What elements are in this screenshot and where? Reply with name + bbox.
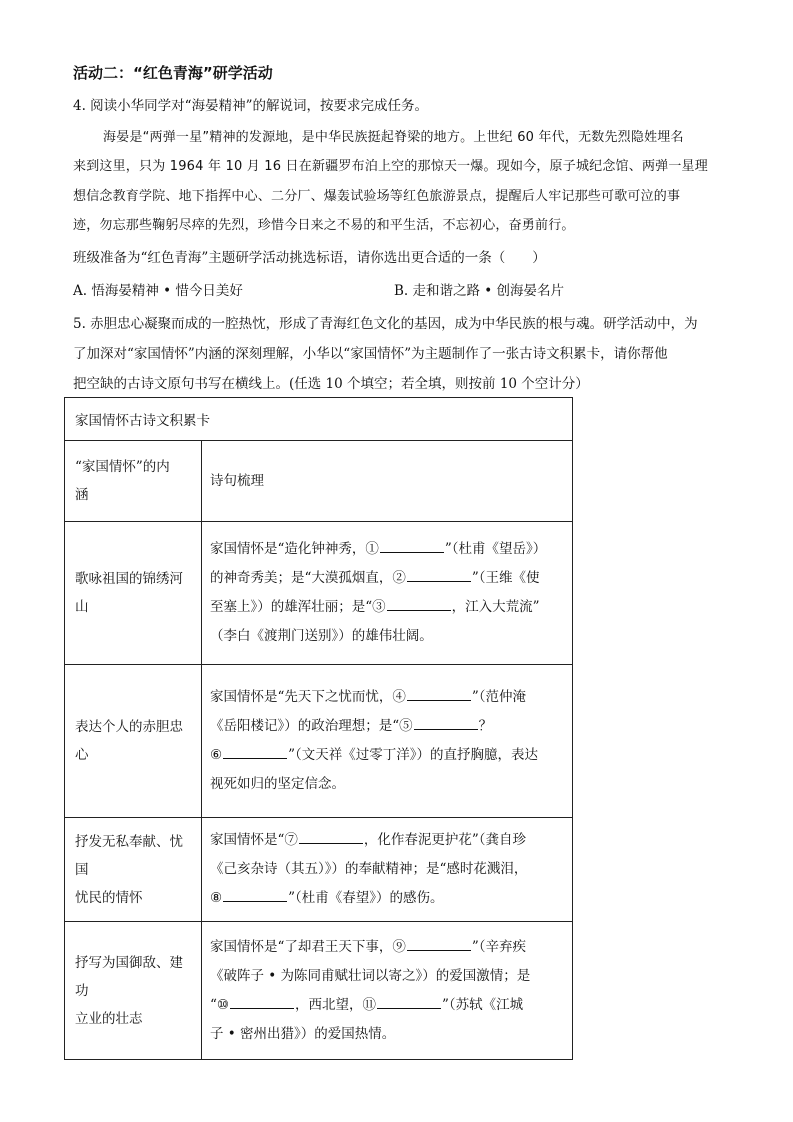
row-category [65, 818, 202, 922]
card-title: 家国情怀古诗文积累卡 [65, 398, 573, 441]
verse-text: 《己亥杂诗（其五）》）的奉献精神；是“感时花溅泪， [210, 861, 528, 877]
verse-text: ⑧ [210, 890, 223, 906]
table-row [65, 522, 573, 665]
verse-text: ”（苏轼《江城 [442, 996, 524, 1013]
verse-text: 子 • 密州出猎》）的爱国热情。 [210, 1025, 396, 1042]
table-row [65, 818, 573, 922]
fill-blank-7[interactable] [299, 829, 363, 844]
fill-blank-2[interactable] [407, 567, 471, 582]
verse-text: ，江入大荒流” [451, 599, 540, 615]
row-category-line: 山 [75, 599, 89, 615]
verse-text: 《破阵子 • 为陈同甫赋壮词以寄之》）的爱国激情；是 [210, 967, 531, 984]
q4-passage-line: 迹，勿忘那些鞠躬尽瘁的先烈，珍惜今日来之不易的和平生活，不忘初心，奋勇前行。 [73, 218, 575, 233]
row-verses [202, 522, 573, 665]
fill-blank-9[interactable] [407, 936, 471, 951]
verse-text: ”（范仲淹 [471, 689, 527, 705]
row-category-line: 立业的壮志 [75, 1010, 143, 1027]
verse-text: ”（杜甫《春望》）的感伤。 [288, 890, 444, 906]
q4-option-a[interactable]: A. 悟海晏精神 • 惜今日美好 [73, 283, 243, 299]
q5-stem-line: 了加深对“家国情怀”内涵的深刻理解，小华以“家国情怀”为主题制作了一张古诗文积累卡，请你帮他 [73, 346, 668, 362]
row-category [65, 665, 202, 818]
verse-text: ，西北望，⑪ [295, 996, 377, 1013]
fill-blank-10[interactable] [230, 994, 294, 1009]
fill-blank-8[interactable] [223, 887, 287, 902]
verse-text: ”（文天祥《过零丁洋》）的直抒胸臆，表达 [288, 747, 539, 763]
col-header-connotation [65, 441, 202, 522]
verse-text: ⑥ [210, 747, 223, 763]
col-header-line: “家国情怀”的内 [75, 459, 170, 475]
q4-option-b[interactable]: B. 走和谐之路 • 创海晏名片 [394, 283, 565, 299]
verse-text: 家国情怀是“了却君王天下事，⑨ [210, 938, 406, 955]
q4-passage-line: 想信念教育学院、地下指挥中心、二分厂、爆轰试验场等红色旅游景点，提醒后人牢记那些可歌可泣的事 [73, 189, 681, 204]
q4-passage-line: 海晏是“两弹一星”精神的发源地，是中华民族挺起脊梁的地方。上世纪 60 年代，无数先烈隐姓埋名 [103, 130, 684, 145]
q4-stem: 4. 阅读小华同学对“海晏精神”的解说词，按要求完成任务。 [73, 98, 428, 114]
row-category-line: 歌咏祖国的锦绣河 [75, 571, 183, 587]
verse-text: 《岳阳楼记》）的政治理想；是“⑤ [210, 718, 413, 734]
verse-text: 至塞上》）的雄浑壮丽；是“③ [210, 599, 386, 615]
row-category-line: 表达个人的赤胆忠 [75, 719, 183, 735]
verse-text: 视死如归的坚定信念。 [210, 776, 345, 792]
col-header-verses: 诗句梳理 [202, 441, 573, 522]
table-row [65, 922, 573, 1060]
verse-text: 家国情怀是“先天下之忧而忧，④ [210, 689, 406, 705]
verse-text: ”（杜甫《望岳》） [444, 541, 547, 557]
fill-blank-6[interactable] [223, 744, 287, 759]
verse-text: ，化作春泥更护花”（龚自珍 [363, 832, 527, 848]
verse-text: ？ [478, 718, 493, 734]
section-heading: 活动二：“红色青海”研学活动 [73, 64, 273, 82]
fill-blank-3[interactable] [387, 596, 451, 611]
row-verses [202, 665, 573, 818]
q4-task: 班级准备为“红色青海”主题研学活动挑选标语，请你选出更合适的一条（ ） [73, 250, 546, 266]
col-header-line: 涵 [75, 487, 89, 503]
row-category-line: 忧民的情怀 [75, 889, 143, 906]
row-verses [202, 818, 573, 922]
row-category [65, 522, 202, 665]
poetry-card-table [64, 397, 573, 1060]
fill-blank-11[interactable] [377, 994, 441, 1009]
verse-text: 家国情怀是“⑦ [210, 832, 298, 848]
fill-blank-1[interactable] [380, 538, 444, 553]
row-category-line: 抒发无私奉献、忧国 [75, 833, 183, 878]
q5-stem-line: 把空缺的古诗文原句书写在横线上。(任选 10 个填空；若全填，则按前 10 个空计分） [73, 376, 589, 392]
fill-blank-5[interactable] [414, 715, 478, 730]
verse-text: ”（王维《使 [471, 570, 540, 586]
verse-text: 家国情怀是“造化钟神秀，① [210, 541, 379, 557]
row-category-line: 心 [75, 747, 89, 763]
verse-text: （李白《渡荆门送别》）的雄伟壮阔。 [210, 628, 433, 644]
verse-text: 的神奇秀美；是“大漠孤烟直，② [210, 570, 406, 586]
table-row [65, 665, 573, 818]
verse-text: “⑩ [210, 996, 230, 1013]
row-category-line: 抒写为国御敌、建功 [75, 954, 183, 999]
fill-blank-4[interactable] [407, 686, 471, 701]
row-verses [202, 922, 573, 1060]
row-category [65, 922, 202, 1060]
q5-stem-line: 5. 赤胆忠心凝聚而成的一腔热忱，形成了青海红色文化的基因，成为中华民族的根与魂。研学活动中，为 [73, 316, 698, 332]
verse-text: ”（辛弃疾 [471, 938, 527, 955]
q4-passage-line: 来到这里，只为 1964 年 10 月 16 日在新疆罗布泊上空的那惊天一爆。现如今，原子城纪念馆、两弹一星理 [73, 159, 708, 174]
